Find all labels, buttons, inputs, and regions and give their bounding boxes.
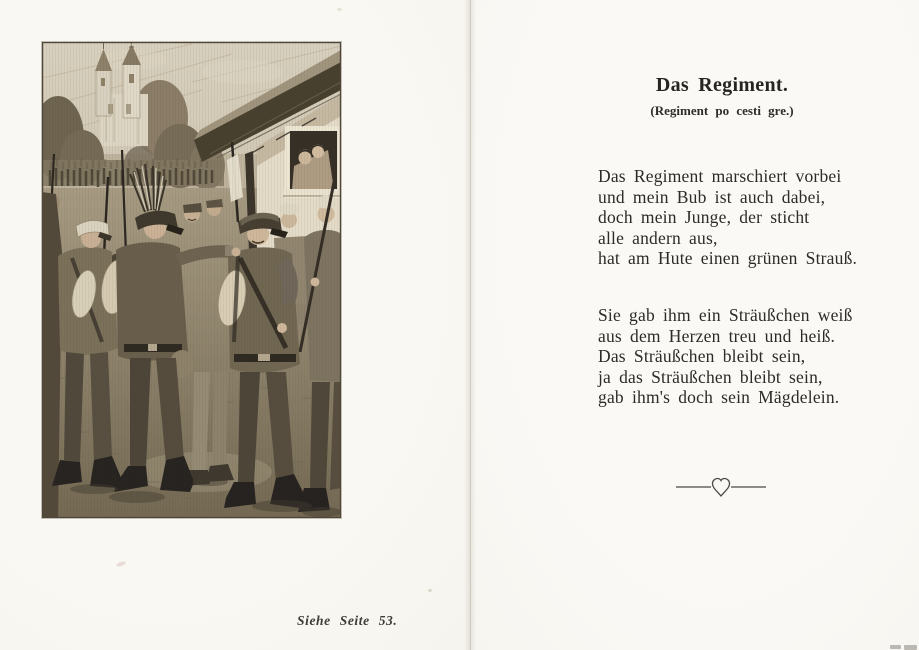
page-fold-line (470, 0, 471, 650)
scan-corner-mark (904, 645, 917, 650)
poem-line: hat am Hute einen grünen Strauß. (598, 248, 858, 269)
poem-line: Das Regiment marschiert vorbei (598, 166, 842, 186)
scan-corner-mark (890, 645, 901, 649)
poem-line: ja das Sträußchen bleibt sein, (598, 366, 823, 387)
see-page-caption: Siehe Seite 53. (297, 613, 398, 628)
poem-line: gab ihm's doch sein Mägdelein. (598, 387, 840, 408)
poem-line: Sie gab ihm ein Sträußchen weiß (598, 305, 853, 325)
poem-subtitle: (Regiment po cesti gre.) (650, 103, 794, 118)
heart-ornament-icon (674, 475, 768, 501)
poem-line: doch mein Junge, der sticht (598, 207, 810, 228)
poem-stanza-1 (598, 166, 888, 269)
poem-title: Das Regiment. (655, 74, 789, 96)
poem-line: aus dem Herzen treu und heiß. (598, 325, 836, 346)
paper-speck (428, 589, 432, 592)
poem-line: und mein Bub ist auch dabei, (598, 186, 826, 207)
poem-stanza-2 (598, 305, 888, 408)
illustration-soldiers-marching (42, 42, 341, 518)
paper-speck (337, 8, 342, 11)
poem-line: Das Sträußchen bleibt sein, (598, 346, 806, 367)
poem-line: alle andern aus, (598, 227, 718, 248)
